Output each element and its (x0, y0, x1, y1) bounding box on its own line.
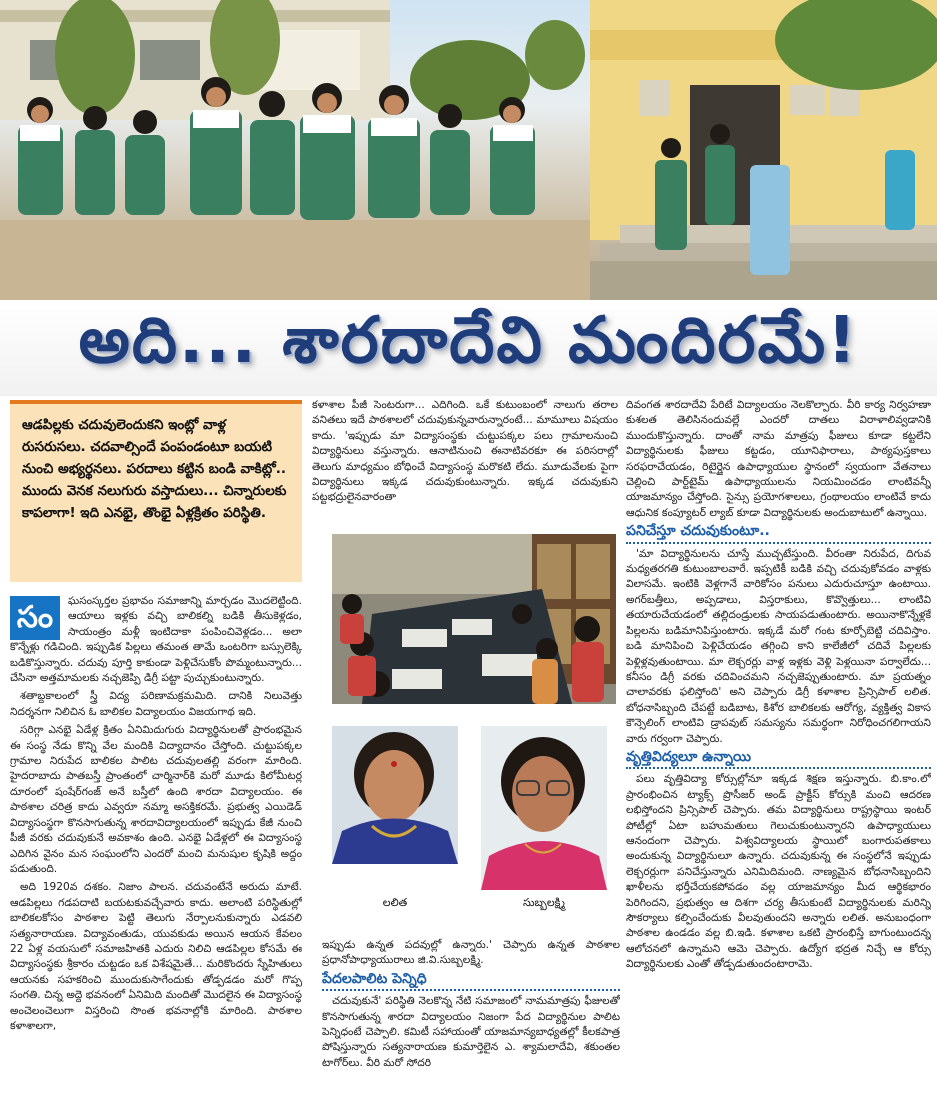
lead-text: ఆడపిల్లకు చదువులెందుకని ఇంట్లో వాళ్ల రుసరుసలు. చదవాల్సిందే పంపండంటూ బయటి నుంచి అభ్యర్థనలు. పరదాలు కట్టిన బండి వాకిట్లో.. ముందు వెనక నలుగురు వస్తాదులు... చిన్నారులకు కాపలాగా! ఇది ఎనభై, తొంభై ఏళ్లక్రితం పరిస్థితి. (22, 417, 287, 521)
col2-p2: ఇప్పుడు ఉన్నత పదవుల్లో ఉన్నారు.' చెప్పారు ఉన్నత పాఠశాల ప్రధానోపాధ్యాయురాలు జి.వి.సుబ్బలక్ష్మి. (322, 939, 620, 967)
caption-right: సుబ్బలక్ష్మి (522, 896, 566, 909)
col1-p3: సరిగ్గా ఎనభై ఏడేళ్ల క్రితం ఏనిమిదుగురు విద్యార్థినులతో ప్రారంభమైన ఈ సంస్థ నేడు కొన్ని వేల మందికి విద్యాదానం చేస్తోంది. చుట్టుపక్కల గ్రామాల నిరుపేద బాలికల పాలిట చదువులతల్లి వరంగా మారింది. హైదరాబాదు పాతబస్తీ ప్రాంతంలో చార్మినార్‌కి మరో మూడు కిలోమీటర్ల దూరంలో షంషేర్‌గంజ్ అనే బస్తీలో ఉంది శారదా విద్యాలయం. ఈ పాఠశాల చరిత్ర కాదు ఎవ్వరూ నమ్మా అసక్తికరమే. ప్రభుత్వ ఎయిడెడ్ విద్యాసంస్థగా కొనసాగుతున్న శారదావిద్యాలయంలో ఇప్పుడు కేజీ నుంచి పీజీ వరకు చదువుకునే అవకాశం ఉంది. ఎనభై ఏడేళ్లలో ఈ విద్యాసంస్థ ఎదిగిన వైనం మన సంఘంలోని ఎందరో మంచి మనుషుల కృషికి అద్దం పడుతుంది. (10, 724, 302, 875)
col2-p3: చదువుకునే' పరిస్థితి నెలకొన్న నేటి సమాజంలో నామమాత్రపు ఫీజులతో కొనసాగుతున్న శారదా విద్యాలయం నిజంగా పేద విద్యార్థినుల పాలిట పెన్నిధంటే చెప్పాలి. కమిటీ సహాయంతో యాజమాన్యబాధ్యతల్లో కీలకపాత్ర పోషిస్తున్నారు సత్యనారాయణ కుమార్తెలైన ఎ. శ్యామలాదేవి, శకుంతల టాగోర్‌లు. వీరి మరో సోదరి (322, 995, 620, 1069)
col3-p2: 'మా విద్యార్థినులను చూస్తే ముచ్చటేస్తుంది. వీరంతా నిరుపేద, దిగువ మధ్యతరగతి కుటుంబాలవారే. ఇప్పటికీ బడికి వచ్చి చదువుకోవడం వాళ్లకు విలాసమే. ఇంటికి వెళ్లగానే వారికోసం పనులు ఎదురుచూస్తూ ఉంటాయి. అగర్‌బత్తీలు, అప్పడాలు, విస్తరాకులు, కొవ్వొత్తులు... లాంటివి తయారుచేయడంలో తల్లిదండ్రులకు సాయపడుతుంటారు. అయినాకొన్నేళ్లకే పిల్లలను బడిమానిపిస్తుంటారు. ఇక్కడే మరో గంట కూర్చోబెట్టి చదివిస్తాం. బడి మానిపించి పెళ్లిచేయడం తగ్గించి కాని కాలేజీలో చదివే పిల్లలకు పెళ్లిళ్లవుతుంటాయి. మా లెక్చరర్లు వాళ్ల ఇళ్లకు వెళ్లి పెళ్లయినా పర్వాలేదు... కనీసం డిగ్రీ వరకు చదివించమని నచ్చజెప్పుతుంటారు. మా ప్రయత్నం చాలావరకు ఫలిస్తోంది' అని చెప్పారు డిగ్రీ కళాశాల ప్రిన్సిపాల్ లలిత. బోధనాసిబ్బంది చేపట్టే బడిబాట, కిశోర బాలికలకు ఆరోగ్య, వ్యక్తిత్వ వికాస కౌన్సెలింగ్ లాంటివి డ్రాపవుట్ సమస్యను సమర్థంగా నిరోధించగలిగాయని వారు గర్వంగా చెప్పారు. (626, 547, 931, 745)
col3-p1: దివంగత శారదాదేవి పేరిటే విద్యాలయం నెలకొల్పారు. వీరి కార్య నిర్వహణా కుశలత తెలిసినందువల్లే ఎందరో దాతలు విరాళాలివ్వడానికి ముందుకొస్తున్నారు. దాంతో నామ మాత్రపు ఫీజులు కూడా కట్టలేని విద్యార్థినులకు ఫీజులు కట్టడం, యూనిఫారాలు, పాఠ్యపుస్తకాలు సరఫరాచేయడం, రిటైర్డైన ఉపాధ్యాయుల స్థానంలో స్వయంగా వేతనాలు చెల్లించి పార్ట్‌టైమ్ ఉపాధ్యాయులను నియమించడం లాంటివన్నీ యాజమాన్యం చేస్తోంది. సైన్సు ప్రయోగశాలలు, గ్రంథాలయం లాంటివే కాదు ఆధునిక కంప్యూటర్ ల్యాబ్ కూడా విద్యార్థినులకు అందుబాటులో ఉన్నాయి. (626, 399, 931, 519)
subhead-vruttividya: వృత్తివిద్యలూ ఉన్నాయి (626, 750, 931, 769)
column-1 (10, 594, 302, 1089)
subhead-pedala: పేదలపాలిట పెన్నిధి (322, 972, 620, 991)
headline-banner (0, 300, 937, 396)
dropcap: సం (10, 596, 60, 640)
subhead-panichestu: పనిచేస్తూ చదువుకుంటూ.. (626, 524, 931, 543)
lead-box (10, 400, 302, 582)
portrait-left-drawing (332, 726, 458, 864)
paragraph (10, 594, 302, 686)
column-2-top (312, 398, 618, 528)
headline: అది... శారదాదేవి మందిరమే! (78, 303, 859, 378)
column-3 (626, 398, 931, 1090)
column-2-bottom (322, 938, 620, 1090)
reading-room-drawing (332, 534, 616, 704)
portrait-subbalakshmi-photo (481, 726, 607, 890)
col1-p2: శతాబ్దకాలంలో స్త్రీ విద్య పరిణామక్రమమిది. దానికి నిలువెత్తు నిదర్శనగా నిలిచిన ఓ బాలికల విద్యాలయం విజయగాథ ఇది. (10, 690, 302, 718)
col1-p4: అది 1920వ దశకం. నిజాం పాలన. చదువంటేనే అరుదు మాటే. ఆడపిల్లలు గడపదాటి బయటకువచ్చేవారు కాదు. అలాంటి పరిస్థితుల్లో బాలికలకోసం పాఠశాల పెట్టి తెలుగు నేర్పాలనుకున్నారు ఎడవలి సత్యనారాయణ. విద్యావంతుడు, యువకుడు అయిన ఆయన కేవలం 22 ఏళ్ల వయసులో సమాజహితకి ఎదురు నిలిచి ఆడపిల్లల కోసమే ఈ విద్యాసంస్థకు శ్రీకారం చుట్టడం ఒక విశేషమైతే... మరికొందరు స్నేహితులు ఆయనకు సహకరించి ముందుకుసాగేందుకు తోడ్పడడం మరో గొప్ప సంగతి. చిన్న అద్దె భవనంలో ఏనిమిది మందితో మొదలైన ఈ విద్యాసంస్థ అంచెలంచెలుగా విస్తరించి సొంత భవనాల్లోకి మారింది. పాఠశాల కళాశాలగా, (10, 881, 302, 1032)
portrait-lalitha-photo (332, 726, 458, 864)
caption-left: లలిత (382, 896, 408, 909)
portrait-right-drawing (481, 726, 607, 890)
col3-p3: పలు వృత్తివిద్యా కోర్సుల్లోనూ ఇక్కడ శిక్షణ ఇస్తున్నారు. బి.కాం.లో ప్రారంభించిన ట్యాక్స్ ప్రొసీజర్ అండ్ ప్రాక్టీస్ కోర్సుకి మంచి ఆదరణ లభిస్తోందని ప్రిన్సిపాల్ చెప్పారు. తమ విద్యార్థినులు రాష్ట్రస్థాయి ఇంటర్ పోటీల్లో ఏటా బహుమతులు గెలుచుకుంటున్నారని ఉపాధ్యాయులు ఆనందంగా చెప్పారు. విశ్వవిద్యాలయ స్థాయిలో బంగారుపతకాలు అందుకున్న విద్యార్థినులూ ఉన్నారు. చదువుకున్న ఈ సంస్థలోనే ఇప్పుడు లెక్చరర్లుగా పనిచేస్తున్నారు ఎనిమిదిమంది. నాణ్యమైన బోధనాసిబ్బందిని ఖాళీలను భర్తీచేయకపోవడం వల్ల యాజమాన్యం మీద ఆర్థికభారం పెరిగిందని, ప్రభుత్వం ఆ దిశగా చర్య తీసుకుంటే విద్యార్థినులకు మరిన్ని సౌకర్యాలు కల్పించేందుకు వీలవుతుందని అన్నారు లలిత. అనుబంధంగా పాఠశాల ఉండడం వల్ల బి.ఇడి. కళాశాల ఒకటి ప్రారంభిస్తే బాగుంటుందన్న ఆలోచనలో ఉన్నామని ఆమె చెప్పారు. ఉద్యోగ భద్రత నిచ్చే ఆ కోర్సు విద్యార్థినులకు ఎంతో తోడ్పడుతుందంటారామె. (626, 773, 931, 971)
reading-room-photo (332, 534, 616, 704)
hero-photo-drawing (0, 0, 937, 300)
col2-p1: కళాశాల పీజీ సెంటరుగా... ఎదిగింది. ఒకే కుటుంబంలో నాలుగు తరాల వనితలు ఇదే పాఠశాలలో చదువుకున్నవారున్నారంటే... మామూలు విషయం కాదు. 'ఇప్పుడు మా విద్యాసంస్థకు చుట్టుపక్కల పలు గ్రామాలనుంచి విద్యార్థినులు వస్తున్నారు. ఆనాటినుంచి ఈనాటివరకూ ఈ పరిసరాల్లో తెలుగు మాధ్యమం బోధించే విద్యాసంస్థ మరొకటి లేదు. మూడువేలకు పైగా విద్యార్థినులు ఇక్కడ చదువుకుంటున్నారు. ఇక్కడ చదువుకుని పట్టభద్రులైనవారంతా (312, 399, 618, 504)
col1-p1: ఘసంస్కర్తల ప్రభావం సమాజాన్ని మార్చడం మొదలెట్టింది. ఆయాలు ఇళ్లకు వచ్చి బాలికల్ని బడికి తీసుకెళ్లడం, సాయంత్రం మళ్లీ ఇంటిదాకా పంపించివెళ్లడం... అలా కొన్నేళ్లు గడిచింది. ఇప్పుడిక పిల్లలు తమంత తామే ఒంటరిగా బస్సులెక్కి బడికొస్తున్నారు. చదువు పూర్తి కాకుండా పెళ్లిచేసుకోం పొమ్మంటున్నారు... చేసినా అత్తమామలకు నచ్చజెప్పి డిగ్రీ పట్టా పుచ్చుకుంటున్నారు. (10, 595, 302, 685)
students-running-photo (0, 0, 937, 300)
